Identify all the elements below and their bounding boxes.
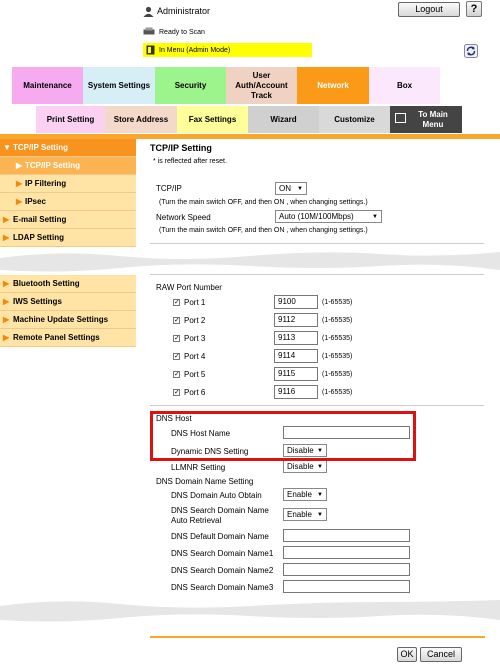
reset-note: * is reflected after reset. xyxy=(153,158,227,165)
user-name: Administrator xyxy=(157,6,211,16)
chevron-down-icon: ▼ xyxy=(317,448,323,454)
triangle-right-icon: ▶ xyxy=(3,315,10,324)
port-6-range: (1-65535) xyxy=(322,389,353,396)
port-3-input[interactable]: 9113 xyxy=(274,331,318,345)
refresh-icon[interactable] xyxy=(464,44,478,58)
sidebar-item-label: IPsec xyxy=(25,197,46,206)
port-3-label: Port 3 xyxy=(184,334,206,343)
search-domain-3-label: DNS Search Domain Name3 xyxy=(171,583,274,592)
triangle-right-icon: ▶ xyxy=(3,333,10,342)
sidebar-item-iws-settings[interactable] xyxy=(0,293,136,311)
triangle-down-icon: ▼ xyxy=(3,143,11,152)
tab-security[interactable]: Security xyxy=(155,67,226,104)
port-4-range: (1-65535) xyxy=(322,353,353,360)
search-domain-1-label: DNS Search Domain Name1 xyxy=(171,549,274,558)
triangle-right-icon: ▶ xyxy=(3,279,10,288)
triangle-right-icon: ▶ xyxy=(3,233,10,242)
device-status: Ready to Scan xyxy=(159,29,205,36)
triangle-right-icon: ▶ xyxy=(3,215,10,224)
default-domain-input[interactable] xyxy=(283,529,410,542)
tcpip-note: (Turn the main switch OFF, and then ON , when changing settings.) xyxy=(159,199,368,206)
tab-maintenance[interactable]: Maintenance xyxy=(12,67,83,104)
port-2-input[interactable]: 9112 xyxy=(274,313,318,327)
section-divider xyxy=(150,274,484,275)
port-5-checkbox[interactable]: ✓ xyxy=(174,371,180,378)
sidebar-item-label: IWS Settings xyxy=(13,297,62,306)
network-speed-select[interactable] xyxy=(275,210,382,223)
port-6-label: Port 6 xyxy=(184,388,206,397)
triangle-right-icon: ▶ xyxy=(3,297,10,306)
tab-box[interactable]: Box xyxy=(369,67,440,104)
tab-network[interactable]: Network xyxy=(297,67,369,104)
domain-auto-obtain-select[interactable] xyxy=(283,488,327,501)
port-6-checkbox[interactable]: ✓ xyxy=(174,389,180,396)
chevron-down-icon: ▼ xyxy=(317,492,323,498)
dynamic-dns-label: Dynamic DNS Setting xyxy=(171,447,249,456)
help-button[interactable]: ? xyxy=(466,1,482,17)
sidebar-item-label: E-mail Setting xyxy=(13,215,67,224)
tab-user-auth[interactable]: User Auth/Account Track xyxy=(226,67,297,104)
dns-domain-heading: DNS Domain Name Setting xyxy=(156,477,254,486)
port-5-range: (1-65535) xyxy=(322,371,353,378)
tab-store-address[interactable]: Store Address xyxy=(105,106,177,133)
port-2-label: Port 2 xyxy=(184,316,206,325)
port-5-label: Port 5 xyxy=(184,370,206,379)
chevron-down-icon: ▼ xyxy=(317,512,323,518)
search-auto-select[interactable] xyxy=(283,508,327,521)
search-domain-3-input[interactable] xyxy=(283,580,410,593)
port-4-input[interactable]: 9114 xyxy=(274,349,318,363)
tcpip-select[interactable] xyxy=(275,182,307,195)
domain-auto-obtain-value: Enable xyxy=(287,490,312,499)
printer-icon xyxy=(143,27,155,35)
port-2-checkbox[interactable]: ✓ xyxy=(174,317,180,324)
search-auto-label-line2: Auto Retrieval xyxy=(171,516,222,525)
sidebar-item-label: IP Filtering xyxy=(25,179,67,188)
tab-print-setting[interactable]: Print Setting xyxy=(36,106,105,133)
cancel-button[interactable]: Cancel xyxy=(420,647,462,662)
raw-port-label: RAW Port Number xyxy=(156,283,222,292)
page-break-wave xyxy=(0,598,500,622)
chevron-down-icon: ▼ xyxy=(317,464,323,470)
chevron-down-icon: ▼ xyxy=(297,186,303,192)
sidebar-item-tcpip-setting[interactable] xyxy=(0,139,136,157)
tcpip-value: ON xyxy=(279,184,291,193)
dns-host-name-label: DNS Host Name xyxy=(171,429,231,438)
search-auto-label-line1: DNS Search Domain Name xyxy=(171,506,269,515)
tab-wizard[interactable]: Wizard xyxy=(248,106,319,133)
port-1-label: Port 1 xyxy=(184,298,206,307)
default-domain-label: DNS Default Domain Name xyxy=(171,532,269,541)
llmnr-label: LLMNR Setting xyxy=(171,463,226,472)
door-icon xyxy=(146,45,155,55)
sidebar-item-label: Bluetooth Setting xyxy=(13,279,80,288)
footer-divider xyxy=(150,636,485,638)
sidebar-item-machine-update[interactable] xyxy=(0,311,136,329)
search-domain-2-label: DNS Search Domain Name2 xyxy=(171,566,274,575)
sidebar-item-label: TCP/IP Setting xyxy=(25,161,80,170)
search-domain-1-input[interactable] xyxy=(283,546,410,559)
llmnr-value: Disable xyxy=(287,462,314,471)
tab-fax-settings[interactable]: Fax Settings xyxy=(177,106,248,133)
sidebar-item-label: Machine Update Settings xyxy=(13,315,109,324)
sidebar-subitem-ipsec[interactable] xyxy=(0,193,136,211)
port-1-input[interactable]: 9100 xyxy=(274,295,318,309)
sidebar-item-remote-panel[interactable] xyxy=(0,329,136,347)
port-3-range: (1-65535) xyxy=(322,335,353,342)
sidebar-item-email-setting[interactable] xyxy=(0,211,136,229)
search-auto-value: Enable xyxy=(287,510,312,519)
port-1-checkbox[interactable]: ✓ xyxy=(174,299,180,306)
port-4-label: Port 4 xyxy=(184,352,206,361)
network-speed-label: Network Speed xyxy=(156,213,211,222)
network-speed-value: Auto (10M/100Mbps) xyxy=(279,212,354,221)
section-divider xyxy=(150,405,484,406)
sidebar-subitem-ip-filtering[interactable] xyxy=(0,175,136,193)
domain-auto-obtain-label: DNS Domain Auto Obtain xyxy=(171,491,262,500)
dns-host-heading: DNS Host xyxy=(156,414,192,423)
port-2-range: (1-65535) xyxy=(322,317,353,324)
sidebar-item-label: LDAP Setting xyxy=(13,233,64,242)
ok-button[interactable]: OK xyxy=(397,647,417,662)
admin-user-icon xyxy=(143,6,154,17)
search-domain-2-input[interactable] xyxy=(283,563,410,576)
mode-label: In Menu (Admin Mode) xyxy=(159,47,231,54)
tab-customize[interactable]: Customize xyxy=(319,106,390,133)
port-3-checkbox[interactable]: ✓ xyxy=(174,335,180,342)
port-5-input[interactable]: 9115 xyxy=(274,367,318,381)
sidebar-item-bluetooth-setting[interactable] xyxy=(0,275,136,293)
chevron-down-icon: ▼ xyxy=(372,214,378,220)
sidebar-item-ldap-setting[interactable] xyxy=(0,229,136,247)
triangle-right-icon: ▶ xyxy=(16,161,23,170)
sidebar-item-label: TCP/IP Setting xyxy=(13,143,68,152)
triangle-right-icon: ▶ xyxy=(16,197,23,206)
main-menu-icon xyxy=(395,113,406,123)
highlight-box xyxy=(150,411,416,461)
port-4-checkbox[interactable]: ✓ xyxy=(174,353,180,360)
sidebar-subitem-tcpip-setting[interactable] xyxy=(0,157,136,175)
section-divider xyxy=(150,243,484,244)
network-speed-note: (Turn the main switch OFF, and then ON , when changing settings.) xyxy=(159,227,368,234)
llmnr-select[interactable] xyxy=(283,460,327,473)
dynamic-dns-value: Disable xyxy=(287,446,314,455)
tcpip-label: TCP/IP xyxy=(156,184,182,193)
port-6-input[interactable]: 9116 xyxy=(274,385,318,399)
logout-button[interactable]: Logout xyxy=(398,2,460,17)
triangle-right-icon: ▶ xyxy=(16,179,23,188)
sidebar-item-label: Remote Panel Settings xyxy=(13,333,100,342)
page-break-wave xyxy=(0,250,500,272)
to-main-menu-label: To Main Menu xyxy=(418,109,448,129)
port-1-range: (1-65535) xyxy=(322,299,353,306)
page-title: TCP/IP Setting xyxy=(150,143,212,153)
tab-system-settings[interactable]: System Settings xyxy=(83,67,155,104)
